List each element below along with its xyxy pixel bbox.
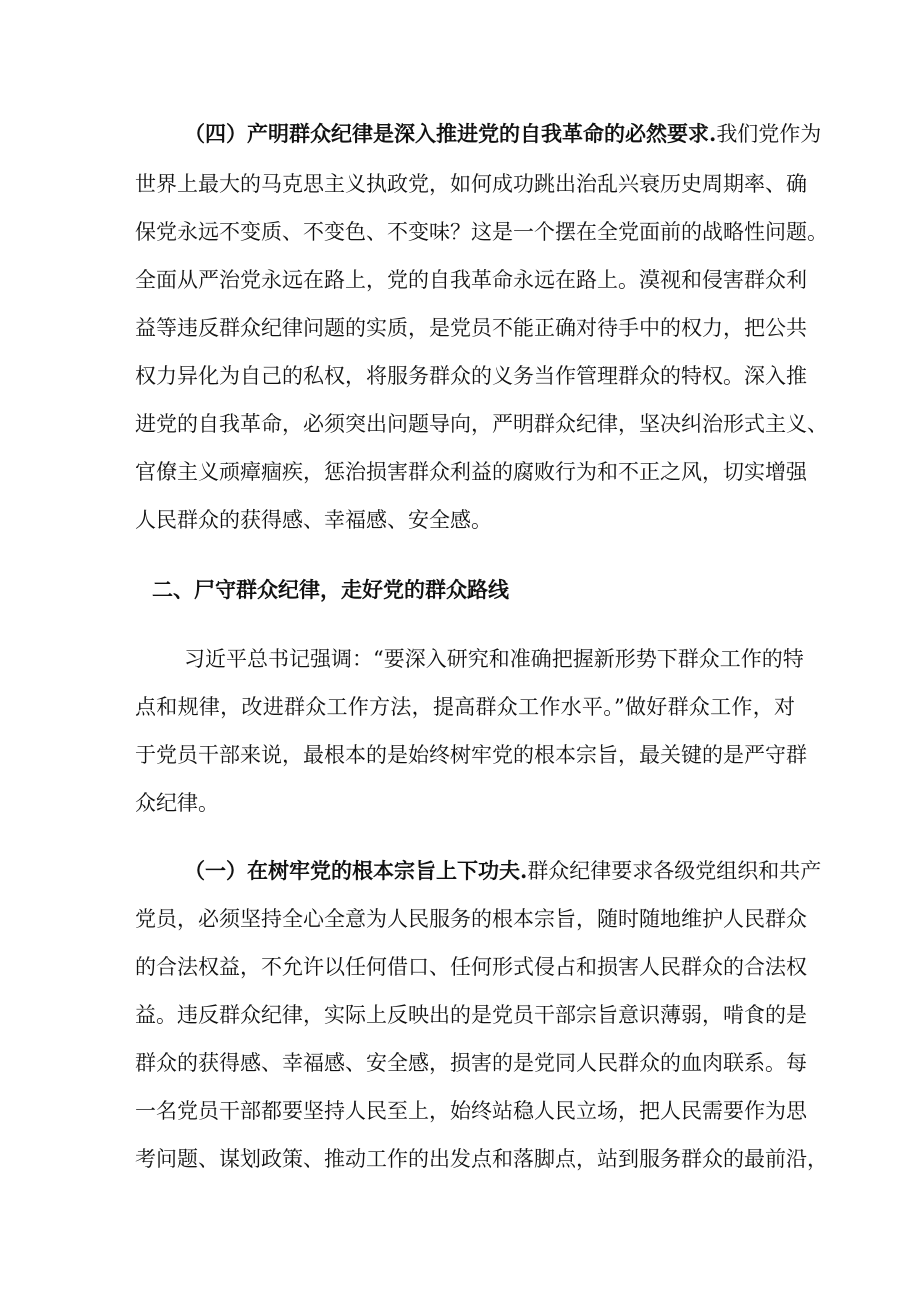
section-1-lead: （一）在树牢党的根本宗旨上下功夫. — [184, 858, 528, 883]
section-4-text-1: 我们党作为 — [716, 122, 822, 146]
quote-para-line-1: 习近平总书记强调：“要深入研究和准确把握新形势下群众工作的特 — [184, 647, 804, 671]
quote-para-line-2: 点和规律，改进群众工作方法，提高群众工作水平。”做好群众工作，对 — [135, 695, 795, 719]
section-1-line-3: 的合法权益，不允许以任何借口、任何形式侵占和损害人民群众的合法权 — [135, 955, 807, 979]
section-1-text-1: 群众纪律要求各级党组织和共产 — [527, 859, 822, 883]
quote-para-line-4: 众纪律。 — [135, 791, 219, 815]
section-4-line-4: 全面从严治党永远在路上，党的自我革命永远在路上。漠视和侵害群众利 — [135, 268, 807, 292]
quote-para-line-3: 于党员干部来说，最根本的是始终树牢党的根本宗旨，最关键的是严守群 — [135, 743, 807, 767]
section-4-line-3: 保党永远不变质、不变色、不变味？这是一个摆在全党面前的战略性问题。 — [135, 220, 828, 244]
section-4-line-5: 益等违反群众纪律问题的实质，是党员不能正确对待手中的权力，把公共 — [135, 316, 807, 340]
section-4-line-9: 人民群众的获得感、幸福感、安全感。 — [135, 508, 492, 532]
section-1-line-4: 益。违反群众纪律，实际上反映出的是党员干部宗旨意识薄弱，啃食的是 — [135, 1003, 807, 1027]
section-1-line-6: 一名党员干部都要坚持人民至上，始终站稳人民立场，把人民需要作为思 — [135, 1099, 807, 1123]
section-1-line-2: 党员，必须坚持全心全意为人民服务的根本宗旨，随时随地维护人民群众 — [135, 907, 807, 931]
section-4-lead: （四）产明群众纪律是深入推进党的自我革命的必然要求. — [184, 121, 717, 146]
section-4-line-1 — [184, 119, 822, 149]
section-4-line-2: 世界上最大的马克思主义执政党，如何成功跳出治乱兴衰历史周期率、确 — [135, 172, 807, 196]
section-4-line-7: 进党的自我革命，必须突出问题导向，严明群众纪律，坚决纠治形式主义、 — [135, 412, 828, 436]
section-1-line-7: 考问题、谋划政策、推动工作的出发点和落脚点，站到服务群众的最前沿， — [135, 1147, 828, 1171]
section-1-line-1 — [184, 856, 822, 886]
section-1-line-5: 群众的获得感、幸福感、安全感，损害的是党同人民群众的血肉联系。每 — [135, 1051, 807, 1075]
section-4-line-8: 官僚主义顽瘴痼疾，惩治损害群众利益的腐败行为和不正之风，切实增强 — [135, 460, 807, 484]
section-heading-2: 二、尸守群众纪律，走好党的群众路线 — [152, 577, 509, 602]
section-4-line-6: 权力异化为自己的私权，将服务群众的义务当作管理群众的特权。深入推 — [135, 364, 807, 388]
